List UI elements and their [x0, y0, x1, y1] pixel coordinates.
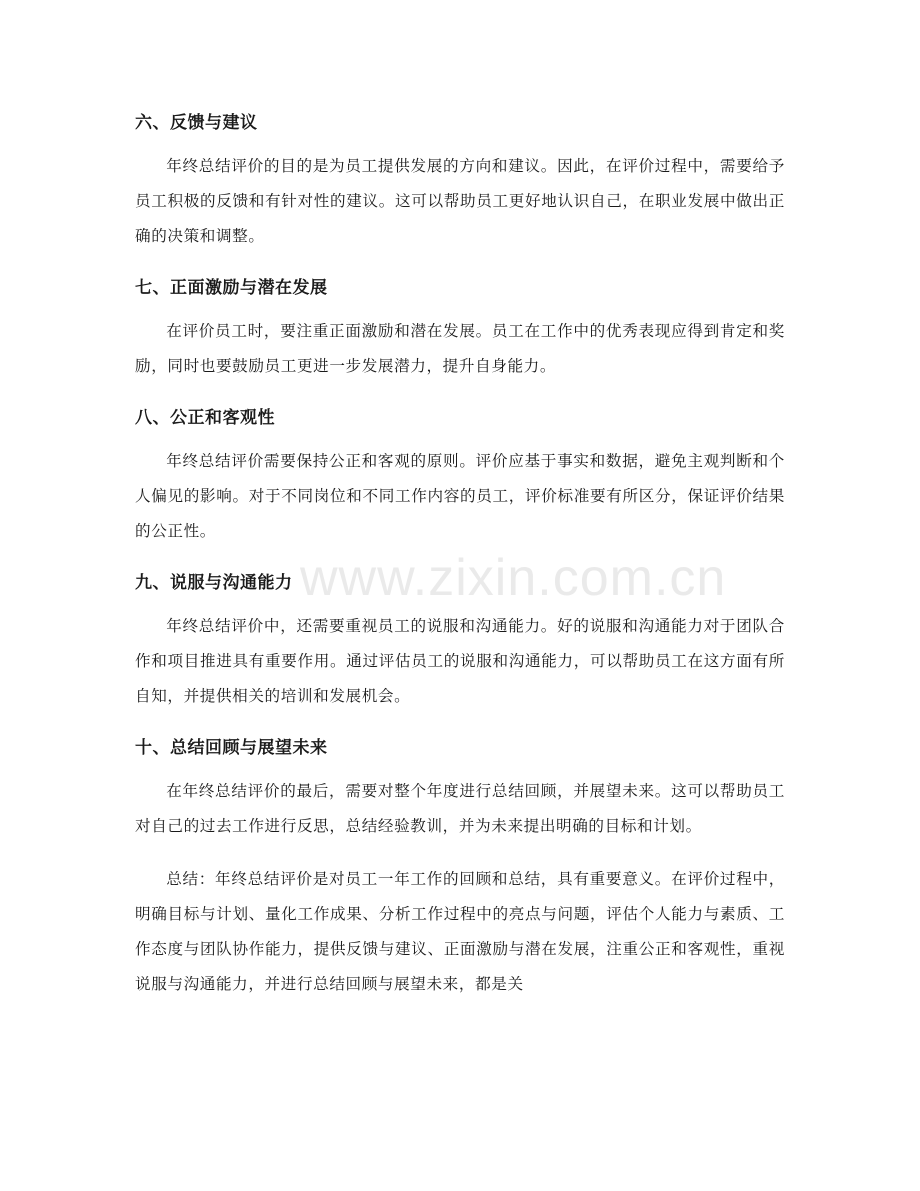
section-motivation	[135, 270, 785, 384]
section-heading: 六、反馈与建议	[135, 113, 258, 133]
document-content	[135, 105, 785, 1018]
section-heading: 七、正面激励与潜在发展	[135, 278, 328, 298]
section-review	[135, 730, 785, 844]
section-heading: 十、总结回顾与展望未来	[135, 738, 328, 758]
summary-paragraph: 总结：年终总结评价是对员工一年工作的回顾和总结，具有重要意义。在评价过程中，明确目标与计划、量化工作成果、分析工作过程中的亮点与问题，评估个人能力与素质、工作态度与团队协作能力，提供反馈与建议、正面激励与潜在发展，注重公正和客观性，重视说服与沟通能力，并进行总结回顾与展望未来，都是关	[135, 870, 785, 993]
section-heading: 八、公正和客观性	[135, 408, 275, 428]
section-paragraph: 在评价员工时，要注重正面激励和潜在发展。员工在工作中的优秀表现应得到肯定和奖励，同时也要鼓励员工更进一步发展潜力，提升自身能力。	[135, 322, 785, 375]
section-paragraph: 年终总结评价的目的是为员工提供发展的方向和建议。因此，在评价过程中，需要给予员工积极的反馈和有针对性的建议。这可以帮助员工更好地认识自己，在职业发展中做出正确的决策和调整。	[135, 157, 785, 245]
section-heading: 九、说服与沟通能力	[135, 573, 293, 593]
section-feedback	[135, 105, 785, 254]
section-paragraph: 在年终总结评价的最后，需要对整个年度进行总结回顾，并展望未来。这可以帮助员工对自己的过去工作进行反思，总结经验教训，并为未来提出明确的目标和计划。	[135, 782, 785, 835]
section-fairness	[135, 400, 785, 549]
watermark: www.zixin.com.cn	[300, 549, 727, 607]
section-paragraph: 年终总结评价需要保持公正和客观的原则。评价应基于事实和数据，避免主观判断和个人偏见的影响。对于不同岗位和不同工作内容的员工，评价标准要有所区分，保证评价结果的公正性。	[135, 452, 785, 540]
section-paragraph: 年终总结评价中，还需要重视员工的说服和沟通能力。好的说服和沟通能力对于团队合作和项目推进具有重要作用。通过评估员工的说服和沟通能力，可以帮助员工在这方面有所自知，并提供相关的培训和发展机会。	[135, 617, 785, 705]
section-communication	[135, 565, 785, 714]
